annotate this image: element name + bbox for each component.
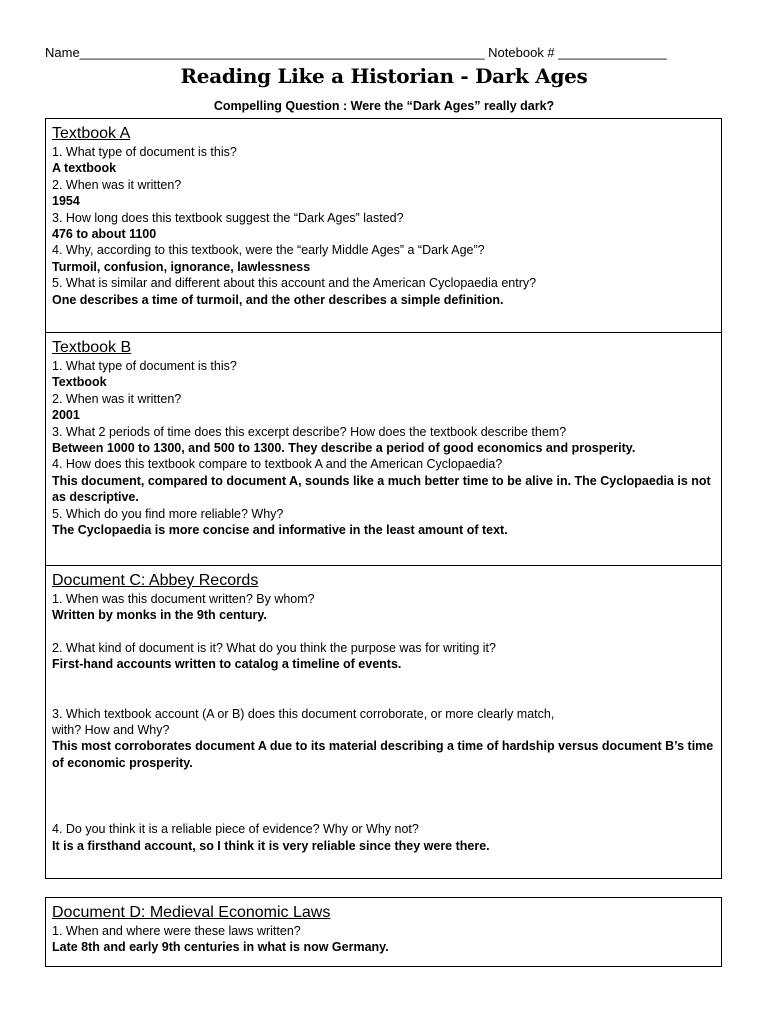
question: 4. How does this textbook compare to textbook A and the American Cyclopaedia? xyxy=(52,457,503,472)
question: 4. Do you think it is a reliable piece of evidence? Why or Why not? xyxy=(52,822,419,837)
answer: One describes a time of turmoil, and the other describes a simple definition. xyxy=(52,292,504,307)
question: 3. How long does this textbook suggest the “Dark Ages” lasted? xyxy=(52,210,404,225)
answer: It is a firsthand account, so I think it is very reliable since they were there. xyxy=(52,838,490,853)
answer: 1954 xyxy=(52,194,80,209)
question: 5. What is similar and different about this account and the American Cyclopaedia entry? xyxy=(52,276,537,291)
section-document-c xyxy=(45,565,722,879)
name-notebook-line: Name________________________________________________________ Notebook # _______________ xyxy=(45,45,667,60)
compelling-question: Compelling Question : Were the “Dark Ages” really dark? xyxy=(213,99,555,113)
question: 1. What type of document is this? xyxy=(52,359,237,373)
answer: Written by monks in the 9th century. xyxy=(52,608,267,623)
answer: 2001 xyxy=(52,408,80,423)
answer: Textbook xyxy=(52,375,107,390)
section-heading: Textbook B xyxy=(52,339,132,356)
section-textbook-b xyxy=(45,332,722,566)
question: 1. When and where were these laws written? xyxy=(52,924,301,938)
section-textbook-a xyxy=(45,118,722,333)
answer: Between 1000 to 1300, and 500 to 1300. They describe a period of good economics and prosperity. xyxy=(52,441,636,456)
section-document-d xyxy=(45,897,722,967)
answer: Late 8th and early 9th centuries in what is now Germany. xyxy=(52,940,389,955)
question: 3. Which textbook account (A or B) does this document corroborate, or more clearly match, with? How and Why? xyxy=(52,706,555,738)
page-title: Reading Like a Historian - Dark Ages xyxy=(180,64,588,88)
section-heading: Document D: Medieval Economic Laws xyxy=(52,904,331,921)
answer: A textbook xyxy=(52,161,117,176)
question: 1. What type of document is this? xyxy=(52,145,237,159)
answer: The Cyclopaedia is more concise and informative in the least amount of text. xyxy=(52,523,508,538)
section-heading: Textbook A xyxy=(52,125,131,142)
question: 2. What kind of document is it? What do you think the purpose was for writing it? xyxy=(52,640,496,655)
question: 1. When was this document written? By whom? xyxy=(52,592,315,606)
answer: This document, compared to document A, sounds like a much better time to be alive in. The Cyclopaedia is not as descriptive. xyxy=(52,473,711,505)
question: 2. When was it written? xyxy=(52,391,182,406)
answer: This most corroborates document A due to its material describing a time of hardship versus document B’s time of economic prosperity. xyxy=(52,739,714,770)
question: 4. Why, according to this textbook, were the “early Middle Ages” a “Dark Age”? xyxy=(52,243,485,258)
question: 2. When was it written? xyxy=(52,177,182,192)
answer: Turmoil, confusion, ignorance, lawlessness xyxy=(52,259,311,274)
answer: 476 to about 1100 xyxy=(52,227,157,242)
section-heading: Document C: Abbey Records xyxy=(52,572,259,589)
question: 5. Which do you find more reliable? Why? xyxy=(52,506,284,521)
answer: First-hand accounts written to catalog a timeline of events. xyxy=(52,657,402,672)
question: 3. What 2 periods of time does this excerpt describe? How does the textbook describe them? xyxy=(52,424,567,439)
